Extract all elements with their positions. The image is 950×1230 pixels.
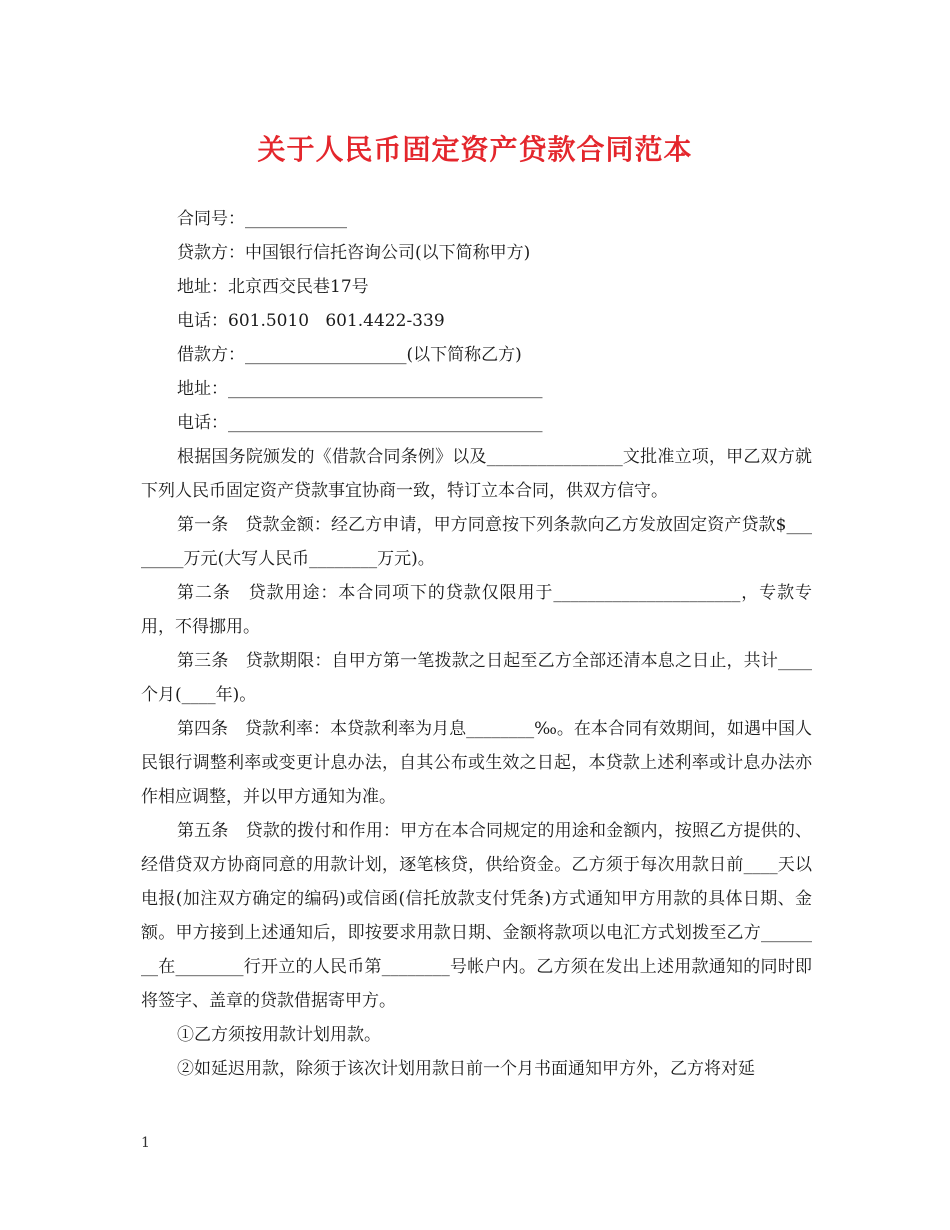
borrower-phone-line: 电话：_____________________________________ <box>177 413 543 433</box>
article-1-paragraph: 第一条 贷款金额：经乙方申请，甲方同意按下列条款向乙方发放固定资产贷款$________万元(大写人民币________万元)。 <box>141 515 812 569</box>
lender-address-line: 地址：北京西交民巷17号 <box>177 277 369 297</box>
article-2-paragraph: 第二条 贷款用途：本合同项下的贷款仅限用于______________________，专款专用，不得挪用。 <box>141 583 812 637</box>
clause-1-paragraph: ①乙方须按用款计划用款。 <box>177 1025 381 1045</box>
document-title: 关于人民币固定资产贷款合同范本 <box>257 133 693 166</box>
preamble-paragraph: 根据国务院颁发的《借款合同条例》以及________________文批准立项，甲乙双方就下列人民币固定资产贷款事宜协商一致，特订立本合同，供双方信守。 <box>141 447 812 501</box>
clause-2-paragraph: ②如延迟用款，除须于该次计划用款日前一个月书面通知甲方外，乙方将对延 <box>177 1059 755 1079</box>
document-body <box>141 202 812 1086</box>
lender-line: 贷款方：中国银行信托咨询公司(以下简称甲方) <box>177 243 531 263</box>
page-number: 1 <box>141 1135 150 1151</box>
borrower-address-line: 地址：_____________________________________ <box>177 379 543 399</box>
borrower-line: 借款方：___________________(以下简称乙方) <box>177 345 522 365</box>
article-5-paragraph: 第五条 贷款的拨付和作用：甲方在本合同规定的用途和金额内，按照乙方提供的、经借贷双方协商同意的用款计划，逐笔核贷，供给资金。乙方须于每次用款日前____天以电报(加注双方确定的编码)或信函(信托放款支付凭条)方式通知甲方用款的具体日期、金额。甲方接到上述通知后，即按要求用款日期、金额将款项以电汇方式划拨至乙方________在________行开立的人民币第________号帐户内。乙方须在发出上述用款通知的同时即将签字、盖章的贷款借据寄甲方。 <box>141 821 812 1011</box>
contract-number-line: 合同号：____________ <box>177 209 347 229</box>
article-4-paragraph: 第四条 贷款利率：本贷款利率为月息________‰。在本合同有效期间，如遇中国人民银行调整利率或变更计息办法，自其公布或生效之日起，本贷款上述利率或计息办法亦作相应调整，并以甲方通知为准。 <box>141 719 812 807</box>
lender-phone-line: 电话：601.5010 601.4422-339 <box>177 311 445 331</box>
article-3-paragraph: 第三条 贷款期限：自甲方第一笔拨款之日起至乙方全部还清本息之日止，共计____个月(____年)。 <box>141 651 812 705</box>
